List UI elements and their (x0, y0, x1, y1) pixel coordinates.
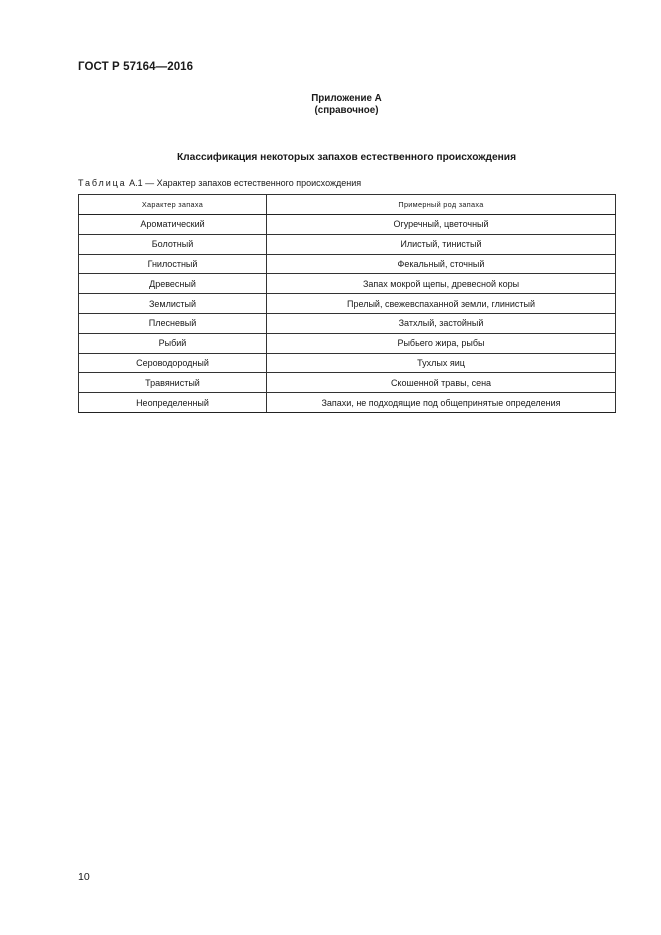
odor-character-cell: Рыбий (79, 333, 267, 353)
odor-character-cell: Сероводородный (79, 353, 267, 373)
table-row (79, 234, 616, 254)
odor-type-cell: Запахи, не подходящие под общепринятые определения (267, 393, 616, 413)
column-header-odor-type: Примерный род запаха (267, 195, 616, 215)
appendix-subtitle: (справочное) (314, 105, 379, 116)
odor-type-cell: Огуречный, цветочный (267, 215, 616, 235)
table-row (79, 254, 616, 274)
odor-character-cell: Плесневый (79, 313, 267, 333)
document-code: ГОСТ Р 57164—2016 (78, 61, 194, 73)
odor-character-cell: Неопределенный (79, 393, 267, 413)
table-row (79, 373, 616, 393)
section-title: Классификация некоторых запахов естественного происхождения (176, 152, 517, 163)
odor-type-cell: Фекальный, сточный (267, 254, 616, 274)
table-header-row (79, 195, 616, 215)
table-caption-prefix: Таблица (78, 178, 127, 188)
odor-table (78, 194, 616, 413)
column-header-odor-character: Характер запаха (79, 195, 267, 215)
table-caption-text: А.1 — Характер запахов естественного происхождения (126, 178, 362, 188)
table-row (79, 313, 616, 333)
odor-character-cell: Ароматический (79, 215, 267, 235)
appendix-heading (0, 93, 661, 117)
table-row (79, 393, 616, 413)
table-row (79, 215, 616, 235)
odor-type-cell: Тухлых яиц (267, 353, 616, 373)
odor-character-cell: Гнилостный (79, 254, 267, 274)
table-row (79, 294, 616, 314)
odor-character-cell: Травянистый (79, 373, 267, 393)
odor-type-cell: Илистый, тинистый (267, 234, 616, 254)
odor-character-cell: Древесный (79, 274, 267, 294)
odor-type-cell: Скошенной травы, сена (267, 373, 616, 393)
odor-character-cell: Землистый (79, 294, 267, 314)
table-row (79, 353, 616, 373)
appendix-title: Приложение А (311, 93, 382, 104)
odor-type-cell: Рыбьего жира, рыбы (267, 333, 616, 353)
table-caption (78, 178, 361, 188)
odor-character-cell: Болотный (79, 234, 267, 254)
table-row (79, 274, 616, 294)
odor-type-cell: Затхлый, застойный (267, 313, 616, 333)
table-row (79, 333, 616, 353)
odor-type-cell: Запах мокрой щепы, древесной коры (267, 274, 616, 294)
page-number: 10 (78, 871, 90, 883)
odor-type-cell: Прелый, свежевспаханной земли, глинистый (267, 294, 616, 314)
